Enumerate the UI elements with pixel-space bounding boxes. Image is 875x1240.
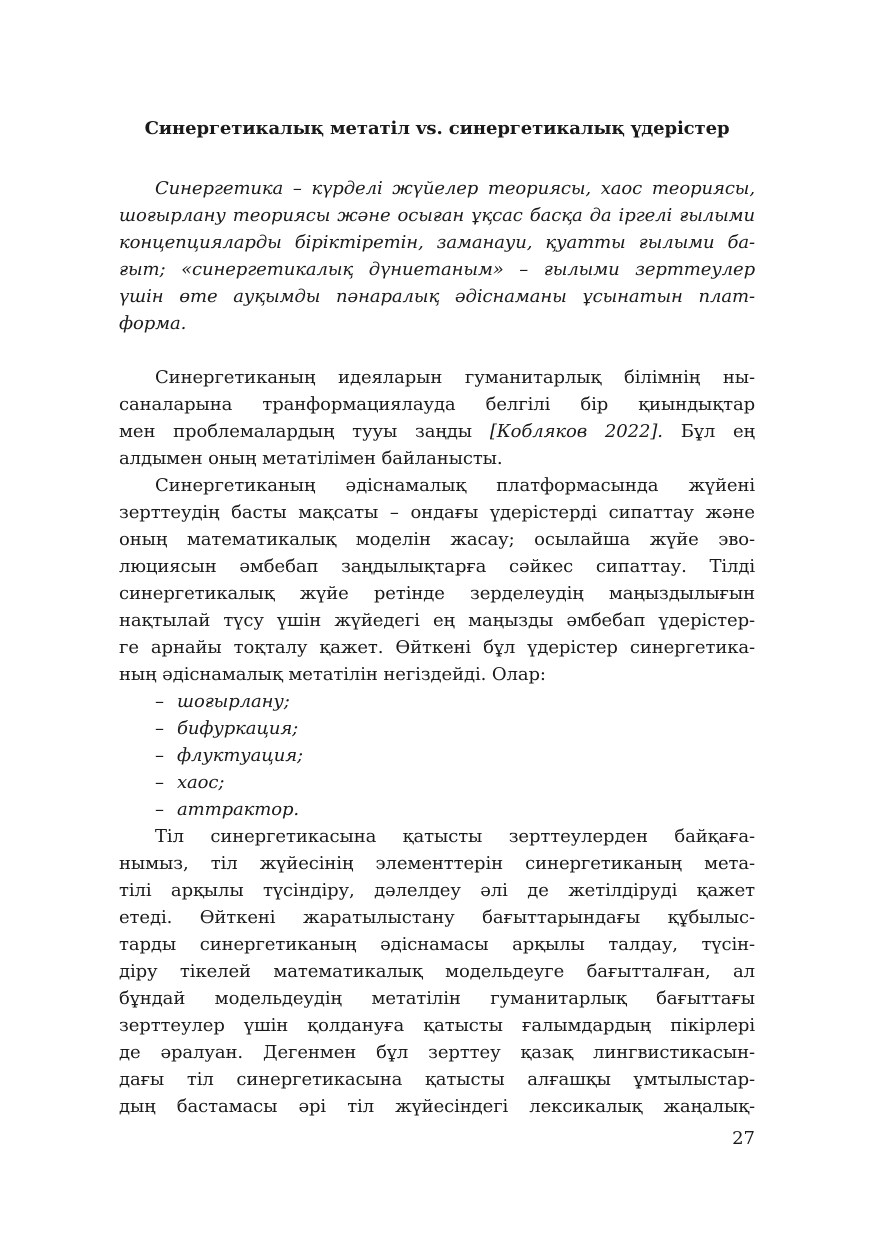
list-dash: – xyxy=(155,718,164,739)
epigraph-line: Синергетика – күрделі жүйелер теориясы, хаос теориясы, xyxy=(155,178,755,199)
epigraph-line: шоғырлану теориясы және осыған ұқсас басқа да іргелі ғылыми xyxy=(119,205,755,226)
list-item-text: бифуркация; xyxy=(177,718,299,739)
paragraph-text: мен проблемалардың тууы заңды xyxy=(119,421,473,442)
list-item-text: флуктуация; xyxy=(177,745,304,766)
list-item xyxy=(155,796,299,823)
paragraph-line: бұндай модельдеудің метатілін гуманитарлық бағыттағы xyxy=(119,988,755,1009)
paragraph-line: дағы тіл синергетикасына қатысты алғашқы ұмтылыстар- xyxy=(119,1069,755,1090)
paragraph-line: тілі арқылы түсіндіру, дәлелдеу әлі де жетілдіруді қажет xyxy=(119,880,755,901)
paragraph-line: зерттеудің басты мақсаты – ондағы үдерістерді сипаттау және xyxy=(119,502,755,523)
paragraph-line: Синергетиканың идеяларын гуманитарлық білімнің ны- xyxy=(155,367,755,388)
paragraph-line: ның әдіснамалық метатілін негіздейді. Олар: xyxy=(119,664,546,685)
paragraph-line: оның математикалық моделін жасау; осылайша жүйе эво- xyxy=(119,529,755,550)
list-item xyxy=(155,688,290,715)
list-dash: – xyxy=(155,691,164,712)
epigraph-line: концепцияларды біріктіретін, заманауи, қуатты ғылыми ба- xyxy=(119,232,755,253)
paragraph-line: нақтылай түсу үшін жүйедегі ең маңызды әмбебап үдерістер- xyxy=(119,610,755,631)
paragraph-line: Синергетиканың әдіснамалық платформасында жүйені xyxy=(155,475,755,496)
paragraph-line: саналарына транформациялауда белгілі бір қиындықтар xyxy=(119,394,755,415)
list-item xyxy=(155,742,303,769)
paragraph-line: синергетикалық жүйе ретінде зерделеудің маңыздылығын xyxy=(119,583,755,604)
paragraph-line: етеді. Өйткені жаратылыстану бағыттарындағы құбылыс- xyxy=(119,907,755,928)
paragraph-line: діру тікелей математикалық модельдеуге бағытталған, ал xyxy=(119,961,755,982)
epigraph-line: үшін өте ауқымды пәнаралық әдіснаманы ұсынатын плат- xyxy=(119,286,755,307)
list-item-text: шоғырлану; xyxy=(177,691,290,712)
page-number: 27 xyxy=(732,1128,755,1149)
list-item xyxy=(155,769,224,796)
paragraph-line: нымыз, тіл жүйесінің элементтерін синергетиканың мета- xyxy=(119,853,755,874)
paragraph-line: зерттеулер үшін қолдануға қатысты ғалымдардың пікірлері xyxy=(119,1015,755,1036)
paragraph-line: де әралуан. Дегенмен бұл зерттеу қазақ лингвистикасын- xyxy=(119,1042,755,1063)
list-item xyxy=(155,715,298,742)
list-dash: – xyxy=(155,799,164,820)
list-dash: – xyxy=(155,772,164,793)
paragraph-line: алдымен оның метатілімен байланысты. xyxy=(119,448,503,469)
list-item-text: хаос; xyxy=(177,772,225,793)
list-dash: – xyxy=(155,745,164,766)
paragraph-line: люциясын әмбебап заңдылықтарға сәйкес сипаттау. Тілді xyxy=(119,556,755,577)
list-item-text: аттрактор. xyxy=(177,799,300,820)
paragraph-line: дың бастамасы әрі тіл жүйесіндегі лексикалық жаңалық- xyxy=(119,1096,755,1117)
epigraph-line: ғыт; «синергетикалық дүниетаным» – ғылыми зерттеулер xyxy=(119,259,755,280)
epigraph-line: форма. xyxy=(119,313,187,334)
paragraph-line xyxy=(119,418,755,445)
paragraph-line: ге арнайы тоқталу қажет. Өйткені бұл үдерістер синергетика- xyxy=(119,637,755,658)
paragraph-text: Бұл ең xyxy=(680,421,755,442)
paragraph-line: Тіл синергетикасына қатысты зерттеулерден байқаға- xyxy=(155,826,755,847)
section-title: Синергетикалық метатіл vs. синергетикалық үдерістер xyxy=(144,118,730,139)
citation: [Кобляков 2022]. xyxy=(489,421,663,442)
paragraph-line: тарды синергетиканың әдіснамасы арқылы талдау, түсін- xyxy=(119,934,755,955)
